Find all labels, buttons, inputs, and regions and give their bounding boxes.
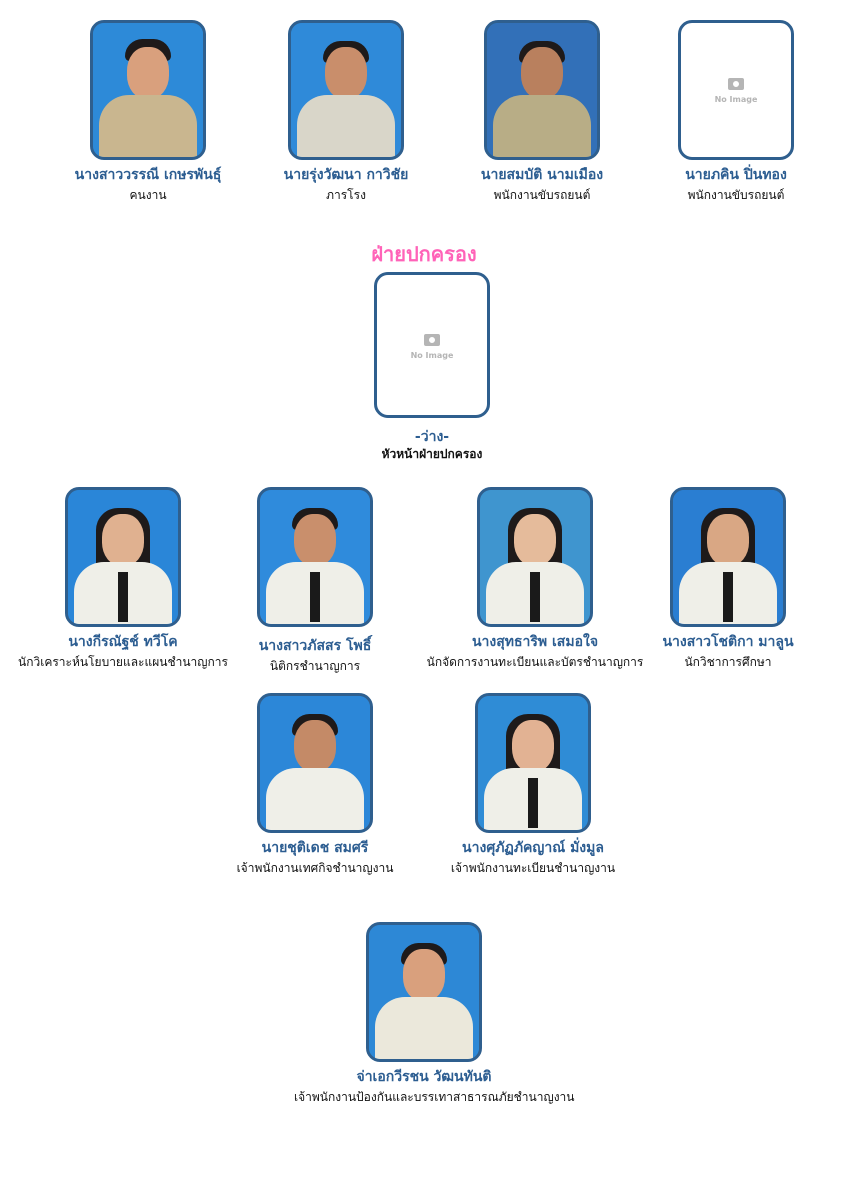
staff-name: นางสุทธาริพ เสมอใจ [471,634,599,650]
staff-photo [475,693,591,833]
staff-role: ภารโรง [326,188,366,202]
staff-card [598,487,848,670]
staff-name: นางสาวภัสสร โพธิ์ [258,638,372,654]
staff-photo [670,487,786,627]
staff-name: นายชุติเดช สมศรี [261,840,369,856]
head-card [302,272,562,462]
staff-name: นางศุภัฏภัคญาณ์ มั่งมูล [462,840,604,856]
staff-role: พนักงานขับรถยนต์ [493,188,591,202]
staff-card [403,693,663,876]
head-role: หัวหน้าฝ่ายปกครอง [381,447,483,461]
staff-role: นักวิเคราะห์นโยบายและแผนชำนาญการ [18,655,228,669]
staff-photo [366,922,482,1062]
staff-role: นักวิชาการศึกษา [684,655,772,669]
camera-icon [424,334,440,346]
staff-role: นักจัดการงานทะเบียนและบัตรชำนาญการ [426,655,644,669]
staff-role: คนงาน [129,188,167,202]
staff-name: นางสาววรรณี เกษรพันธุ์ [74,167,222,183]
staff-role: เจ้าพนักงานป้องกันและบรรเทาสาธารณภัยชำนาญงาน [294,1090,575,1104]
staff-photo [288,20,404,160]
staff-role: นิติกรชำนาญการ [269,659,361,673]
staff-name: นายสมบัติ นามเมือง [480,167,604,183]
head-name: -ว่าง- [414,429,450,445]
staff-name: นายรุ่งวัฒนา กาวิชัย [283,167,409,183]
staff-name: นางกีรณัฐช์ ทวีโค [68,634,178,650]
staff-card [606,20,848,203]
staff-name: จ่าเอกวีรชน วัฒนทันติ [356,1069,492,1085]
staff-role: เจ้าพนักงานเทศกิจชำนาญงาน [236,861,394,875]
staff-role: เจ้าพนักงานทะเบียนชำนาญงาน [450,861,616,875]
staff-role: พนักงานขับรถยนต์ [687,188,785,202]
no-image-placeholder [374,272,490,418]
staff-photo [477,487,593,627]
staff-photo [484,20,600,160]
no-image-label: No Image [714,95,758,104]
staff-photo [65,487,181,627]
section-title: ฝ่ายปกครอง [371,242,477,266]
staff-name: นางสาวโชติกา มาลูน [662,634,794,650]
no-image-placeholder [678,20,794,160]
staff-name: นายภคิน ปิ่นทอง [685,167,787,183]
no-image-label: No Image [410,351,454,360]
staff-photo [257,693,373,833]
camera-icon [728,78,744,90]
staff-photo [90,20,206,160]
staff-photo [257,487,373,627]
staff-card [294,922,575,1105]
